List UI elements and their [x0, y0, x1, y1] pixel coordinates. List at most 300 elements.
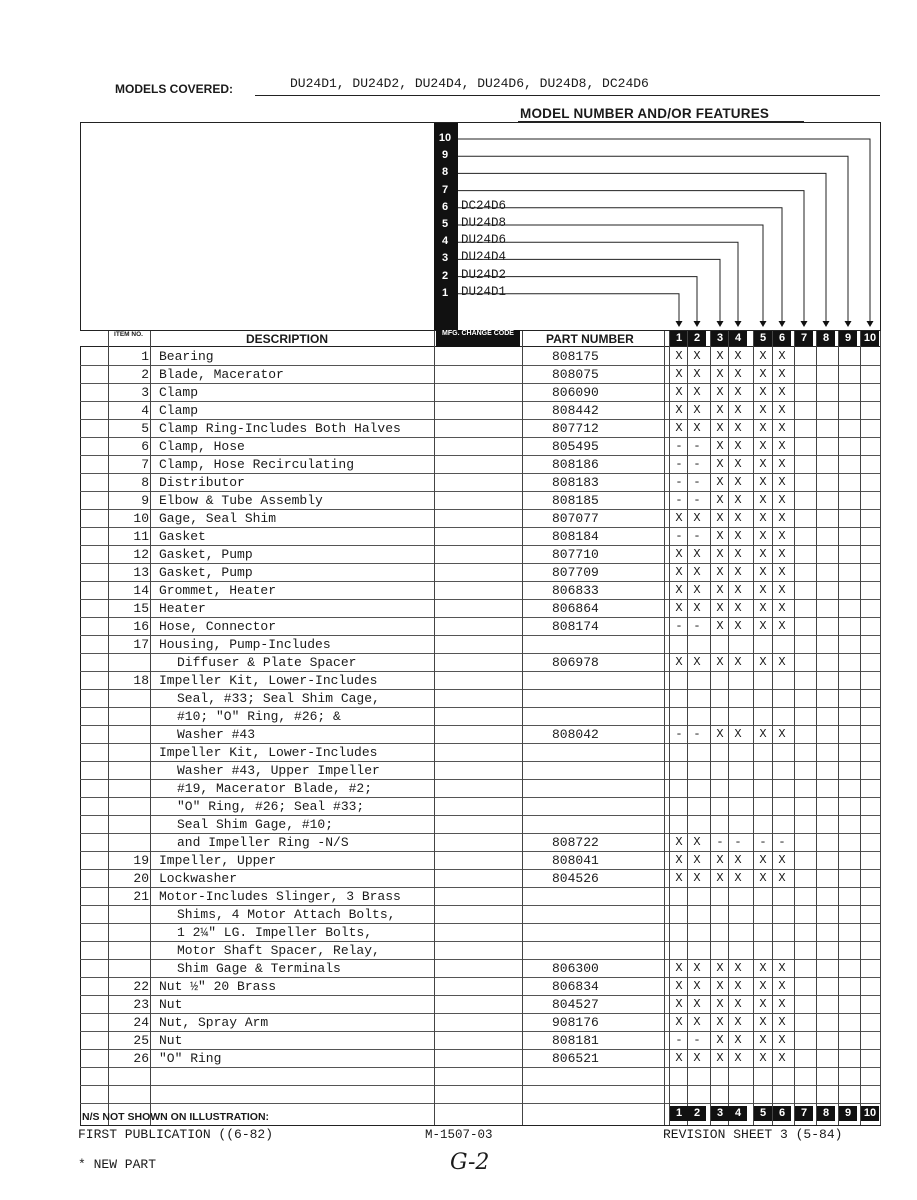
model-fit-mark: X	[734, 421, 742, 435]
model-fit-mark: X	[693, 511, 701, 525]
part-number: 805495	[552, 439, 599, 454]
model-fit-mark: X	[734, 1051, 742, 1065]
model-fit-mark: X	[716, 601, 724, 615]
part-description: Elbow & Tube Assembly	[159, 493, 323, 508]
column-divider	[880, 331, 881, 1125]
part-description: "O" Ring	[159, 1051, 222, 1066]
part-description: Seal, #33; Seal Shim Cage,	[177, 691, 380, 706]
model-fit-mark: X	[759, 655, 767, 669]
leader-line-10	[458, 139, 870, 326]
model-fit-mark: X	[734, 853, 742, 867]
column-mfg-change-code: MFG. CHANGE CODE	[436, 330, 520, 347]
part-description: Washer #43	[177, 727, 256, 742]
item-number: 8	[141, 475, 149, 490]
part-number: 806834	[552, 979, 599, 994]
model-fit-mark: -	[675, 619, 683, 633]
part-number: 808181	[552, 1033, 599, 1048]
item-number: 26	[133, 1051, 149, 1066]
model-fit-mark: X	[716, 403, 724, 417]
part-number: 808442	[552, 403, 599, 418]
model-fit-mark: X	[734, 601, 742, 615]
model-fit-mark: X	[693, 961, 701, 975]
slot-model-name: DU24D4	[461, 250, 507, 265]
model-fit-mark: X	[675, 349, 683, 363]
model-fit-mark: X	[778, 547, 786, 561]
part-number: 804526	[552, 871, 599, 886]
model-fit-mark: X	[759, 979, 767, 993]
model-fit-mark: X	[693, 565, 701, 579]
column-divider	[669, 331, 670, 1125]
column-number-7: 7	[795, 331, 813, 346]
model-fit-mark: -	[693, 439, 701, 453]
model-fit-mark: X	[778, 853, 786, 867]
model-fit-mark: X	[778, 619, 786, 633]
column-number-10: 10	[861, 331, 879, 346]
item-number: 4	[141, 403, 149, 418]
part-number: 806521	[552, 1051, 599, 1066]
models-covered-label: MODELS COVERED:	[115, 82, 234, 96]
part-description: Blade, Macerator	[159, 367, 284, 382]
model-fit-mark: X	[716, 439, 724, 453]
model-fit-mark: X	[778, 583, 786, 597]
model-fit-mark: X	[734, 565, 742, 579]
part-number: 807709	[552, 565, 599, 580]
model-fit-mark: X	[734, 547, 742, 561]
item-number: 13	[133, 565, 149, 580]
model-fit-mark: X	[734, 961, 742, 975]
item-number: 5	[141, 421, 149, 436]
model-fit-mark: -	[693, 619, 701, 633]
model-fit-mark: X	[778, 475, 786, 489]
model-fit-mark: X	[734, 457, 742, 471]
model-fit-mark: X	[734, 727, 742, 741]
model-fit-mark: X	[734, 979, 742, 993]
leader-line-8	[458, 173, 826, 326]
model-fit-mark: X	[778, 511, 786, 525]
model-fit-mark: X	[759, 565, 767, 579]
model-fit-mark: X	[693, 1051, 701, 1065]
footer-column-number-2: 2	[688, 1106, 706, 1121]
model-fit-mark: X	[716, 475, 724, 489]
item-number: 16	[133, 619, 149, 634]
part-number: 808184	[552, 529, 599, 544]
model-fit-mark: X	[693, 403, 701, 417]
model-fit-mark: X	[675, 997, 683, 1011]
blank-row	[80, 1068, 881, 1086]
model-fit-mark: X	[778, 1033, 786, 1047]
model-fit-mark: X	[716, 1051, 724, 1065]
models-covered-value: DU24D1, DU24D2, DU24D4, DU24D6, DU24D8, DC24D6	[290, 76, 649, 91]
model-fit-mark: X	[734, 1015, 742, 1029]
item-number: 19	[133, 853, 149, 868]
model-fit-mark: X	[734, 385, 742, 399]
model-fit-mark: X	[759, 583, 767, 597]
model-fit-mark: X	[734, 1033, 742, 1047]
model-fit-mark: X	[734, 655, 742, 669]
part-description: Bearing	[159, 349, 214, 364]
slot-number: 2	[441, 269, 449, 282]
part-description: Clamp, Hose	[159, 439, 245, 454]
model-fit-mark: X	[778, 493, 786, 507]
model-fit-mark: X	[675, 511, 683, 525]
model-fit-mark: X	[693, 349, 701, 363]
model-fit-mark: -	[675, 1033, 683, 1047]
model-fit-mark: -	[693, 493, 701, 507]
model-fit-mark: X	[716, 997, 724, 1011]
model-fit-mark: X	[675, 853, 683, 867]
first-publication: FIRST PUBLICATION ((6-82)	[78, 1127, 274, 1142]
part-description: Clamp	[159, 403, 199, 418]
model-fit-mark: X	[716, 655, 724, 669]
column-divider	[838, 331, 839, 1125]
item-number: 2	[141, 367, 149, 382]
footer-column-number-9: 9	[839, 1106, 857, 1121]
model-fit-mark: X	[716, 547, 724, 561]
model-fit-mark: X	[675, 547, 683, 561]
footer-column-number-7: 7	[795, 1106, 813, 1121]
model-fit-mark: X	[716, 1033, 724, 1047]
revision-sheet: REVISION SHEET 3 (5-84)	[663, 1127, 843, 1142]
item-number: 3	[141, 385, 149, 400]
model-fit-mark: X	[693, 979, 701, 993]
model-fit-mark: X	[675, 385, 683, 399]
part-description: Gasket, Pump	[159, 565, 253, 580]
part-number: 808075	[552, 367, 599, 382]
new-part-note: * NEW PART	[78, 1157, 157, 1172]
footer-column-number-3: 3	[711, 1106, 729, 1121]
model-fit-mark: X	[778, 421, 786, 435]
part-number: 806864	[552, 601, 599, 616]
column-divider	[664, 331, 665, 1125]
part-description: Lockwasher	[159, 871, 238, 886]
model-fit-mark: X	[716, 871, 724, 885]
column-number-8: 8	[817, 331, 835, 346]
part-number: 807077	[552, 511, 599, 526]
model-fit-mark: X	[716, 457, 724, 471]
model-fit-mark: X	[778, 727, 786, 741]
model-fit-mark: X	[716, 727, 724, 741]
model-fit-mark: X	[778, 529, 786, 543]
model-fit-mark: X	[778, 349, 786, 363]
model-fit-mark: X	[716, 529, 724, 543]
model-fit-mark: X	[778, 997, 786, 1011]
item-number: 20	[133, 871, 149, 886]
footer-column-number-1: 1	[670, 1106, 688, 1121]
part-description: Motor Shaft Spacer, Relay,	[177, 943, 380, 958]
item-number: 9	[141, 493, 149, 508]
model-fit-mark: X	[675, 961, 683, 975]
model-fit-mark: X	[778, 403, 786, 417]
model-fit-mark: -	[693, 475, 701, 489]
model-fit-mark: X	[693, 367, 701, 381]
model-fit-mark: X	[693, 997, 701, 1011]
slot-model-name: DU24D8	[461, 216, 507, 230]
part-description: Grommet, Heater	[159, 583, 277, 598]
part-description: Gasket, Pump	[159, 547, 253, 562]
model-fit-mark: X	[778, 979, 786, 993]
model-fit-mark: X	[759, 403, 767, 417]
part-description: Clamp, Hose Recirculating	[159, 457, 355, 472]
part-number: 908176	[552, 1015, 599, 1030]
column-number-9: 9	[839, 331, 857, 346]
model-fit-mark: X	[734, 583, 742, 597]
model-fit-mark: X	[716, 1015, 724, 1029]
model-fit-mark: X	[675, 403, 683, 417]
model-fit-mark: X	[759, 1033, 767, 1047]
footer-column-number-4: 4	[729, 1106, 747, 1121]
model-fit-mark: X	[759, 385, 767, 399]
model-fit-mark: X	[716, 385, 724, 399]
item-number: 18	[133, 673, 149, 688]
model-fit-mark: X	[759, 619, 767, 633]
model-fit-mark: X	[734, 871, 742, 885]
document-number: M-1507-03	[425, 1128, 493, 1142]
model-fit-mark: X	[778, 1051, 786, 1065]
model-fit-mark: X	[734, 997, 742, 1011]
model-fit-mark: -	[716, 835, 724, 849]
model-fit-mark: X	[759, 475, 767, 489]
model-fit-mark: X	[759, 511, 767, 525]
footer-column-number-10: 10	[861, 1106, 879, 1121]
part-description: Shim Gage & Terminals	[177, 961, 341, 976]
model-fit-mark: X	[734, 511, 742, 525]
model-fit-mark: X	[759, 853, 767, 867]
leader-line-6	[458, 208, 782, 326]
part-description: Impeller Kit, Lower-Includes	[159, 745, 378, 760]
part-number: 808186	[552, 457, 599, 472]
model-fit-mark: X	[778, 871, 786, 885]
column-number-6: 6	[773, 331, 791, 346]
part-number: 806090	[552, 385, 599, 400]
column-divider	[728, 331, 729, 1125]
slot-model-name: DU24D6	[461, 233, 507, 248]
part-description: Nut	[159, 1033, 183, 1048]
item-number: 17	[133, 637, 149, 652]
leader-line-2	[458, 277, 697, 326]
model-fit-mark: X	[675, 979, 683, 993]
model-fit-mark: X	[778, 601, 786, 615]
model-fit-mark: X	[693, 835, 701, 849]
footer-column-number-6: 6	[773, 1106, 791, 1121]
part-number: 807712	[552, 421, 599, 436]
part-number: 808175	[552, 349, 599, 364]
model-fit-mark: X	[716, 367, 724, 381]
column-divider	[816, 331, 817, 1125]
part-number: 808183	[552, 475, 599, 490]
slot-number: 10	[438, 132, 452, 144]
model-fit-mark: -	[675, 529, 683, 543]
model-fit-mark: X	[693, 421, 701, 435]
model-fit-mark: X	[693, 583, 701, 597]
part-description: Gage, Seal Shim	[159, 511, 277, 526]
model-fit-mark: X	[693, 601, 701, 615]
part-description: Hose, Connector	[159, 619, 277, 634]
slot-model-name: DC24D6	[461, 198, 507, 213]
part-description: Nut ½" 20 Brass	[159, 979, 277, 994]
leader-line-7	[458, 191, 804, 326]
model-fit-mark: X	[759, 997, 767, 1011]
part-number: 806300	[552, 961, 599, 976]
column-divider	[772, 331, 773, 1125]
part-description: 1 2¼" LG. Impeller Bolts,	[177, 925, 373, 940]
column-part-number: PART NUMBER	[546, 332, 634, 346]
model-fit-mark: X	[759, 421, 767, 435]
slot-model-name: DU24D2	[461, 267, 507, 282]
model-fit-mark: X	[734, 403, 742, 417]
model-fit-mark: X	[759, 1051, 767, 1065]
model-fit-mark: -	[734, 835, 742, 849]
part-description: Housing, Pump-Includes	[159, 637, 331, 652]
leader-line-9	[458, 156, 848, 326]
model-fit-mark: X	[675, 565, 683, 579]
part-description: Shims, 4 Motor Attach Bolts,	[177, 907, 396, 922]
part-description: Impeller, Upper	[159, 853, 277, 868]
model-fit-mark: X	[675, 1051, 683, 1065]
column-divider	[434, 331, 435, 1125]
model-fit-mark: X	[734, 367, 742, 381]
model-fit-mark: X	[693, 547, 701, 561]
model-fit-mark: -	[675, 493, 683, 507]
model-fit-mark: -	[675, 727, 683, 741]
model-fit-mark: X	[675, 871, 683, 885]
model-fit-mark: X	[759, 871, 767, 885]
model-fit-mark: X	[759, 439, 767, 453]
column-divider	[794, 331, 795, 1125]
model-fit-mark: X	[716, 349, 724, 363]
model-fit-mark: X	[778, 961, 786, 975]
part-number: 808041	[552, 853, 599, 868]
part-number: 808042	[552, 727, 599, 742]
leader-line-3	[458, 259, 720, 326]
leader-line-5	[458, 225, 763, 326]
part-description: Distributor	[159, 475, 245, 490]
item-number: 21	[133, 889, 149, 904]
part-number: 808185	[552, 493, 599, 508]
model-fit-mark: -	[675, 439, 683, 453]
item-number: 7	[141, 457, 149, 472]
part-description: Nut, Spray Arm	[159, 1015, 269, 1030]
model-fit-mark: -	[675, 475, 683, 489]
model-fit-mark: X	[778, 1015, 786, 1029]
model-fit-mark: X	[778, 655, 786, 669]
model-fit-mark: X	[716, 961, 724, 975]
model-fit-mark: X	[759, 961, 767, 975]
model-features-title: MODEL NUMBER AND/OR FEATURES	[520, 106, 770, 121]
model-fit-mark: X	[759, 457, 767, 471]
model-fit-mark: X	[734, 349, 742, 363]
model-fit-mark: X	[693, 385, 701, 399]
item-number: 14	[133, 583, 149, 598]
model-fit-mark: X	[734, 493, 742, 507]
model-fit-mark: X	[716, 493, 724, 507]
model-fit-mark: X	[675, 1015, 683, 1029]
column-number-4: 4	[729, 331, 747, 346]
slot-number: 3	[441, 252, 449, 265]
part-description: #10; "O" Ring, #26; &	[177, 709, 341, 724]
column-divider	[753, 331, 754, 1125]
column-number-1: 1	[670, 331, 688, 346]
part-number: 808722	[552, 835, 599, 850]
model-fit-mark: X	[675, 601, 683, 615]
slot-number: 8	[441, 166, 449, 179]
slot-model-name: DU24D1	[461, 284, 507, 299]
model-fit-mark: X	[716, 511, 724, 525]
slot-number: 5	[441, 218, 449, 230]
part-number: 808174	[552, 619, 599, 634]
model-fit-mark: X	[759, 601, 767, 615]
model-fit-mark: X	[734, 529, 742, 543]
column-number-3: 3	[711, 331, 729, 346]
part-description: Motor-Includes Slinger, 3 Brass	[159, 889, 401, 904]
part-description: Nut	[159, 997, 183, 1012]
model-fit-mark: X	[778, 565, 786, 579]
part-description: and Impeller Ring -N/S	[177, 835, 349, 850]
model-fit-mark: X	[734, 619, 742, 633]
leader-line-4	[458, 242, 738, 326]
item-number: 6	[141, 439, 149, 454]
model-fit-mark: X	[734, 439, 742, 453]
model-fit-mark: X	[675, 421, 683, 435]
item-number: 23	[133, 997, 149, 1012]
model-fit-mark: -	[778, 835, 786, 849]
column-number-2: 2	[688, 331, 706, 346]
model-fit-mark: X	[675, 835, 683, 849]
model-fit-mark: -	[693, 1033, 701, 1047]
model-fit-mark: X	[759, 1015, 767, 1029]
part-number: 804527	[552, 997, 599, 1012]
slot-number: 1	[441, 286, 449, 299]
column-divider	[522, 331, 523, 1125]
model-fit-mark: X	[716, 619, 724, 633]
column-description: DESCRIPTION	[246, 332, 329, 346]
model-fit-mark: X	[716, 979, 724, 993]
item-number: 24	[133, 1015, 149, 1030]
item-number: 10	[133, 511, 149, 526]
model-fit-mark: X	[675, 583, 683, 597]
leader-line-1	[458, 294, 679, 326]
part-number: 806833	[552, 583, 599, 598]
column-divider	[860, 331, 861, 1125]
model-fit-mark: X	[716, 565, 724, 579]
part-description: Diffuser & Plate Spacer	[177, 655, 357, 670]
part-number: 806978	[552, 655, 599, 670]
model-fit-mark: X	[759, 367, 767, 381]
model-fit-mark: X	[675, 367, 683, 381]
item-number: 22	[133, 979, 149, 994]
model-fit-mark: X	[693, 871, 701, 885]
model-fit-mark: -	[693, 529, 701, 543]
column-divider	[108, 331, 109, 1125]
slot-number: 6	[441, 200, 449, 213]
model-fit-mark: X	[693, 853, 701, 867]
model-fit-mark: X	[716, 421, 724, 435]
model-fit-mark: X	[716, 853, 724, 867]
blank-row	[80, 1086, 881, 1104]
model-fit-mark: X	[734, 475, 742, 489]
item-number: 11	[133, 529, 149, 544]
part-description: Impeller Kit, Lower-Includes	[159, 673, 378, 688]
model-fit-mark: X	[716, 583, 724, 597]
model-fit-mark: X	[778, 367, 786, 381]
model-fit-mark: X	[759, 493, 767, 507]
part-number: 807710	[552, 547, 599, 562]
model-fit-mark: X	[693, 655, 701, 669]
page-number: G-2	[450, 1150, 490, 1175]
part-description: Seal Shim Gage, #10;	[177, 817, 334, 832]
column-divider	[150, 331, 151, 1125]
model-fit-mark: X	[759, 349, 767, 363]
item-number: 1	[141, 349, 149, 364]
